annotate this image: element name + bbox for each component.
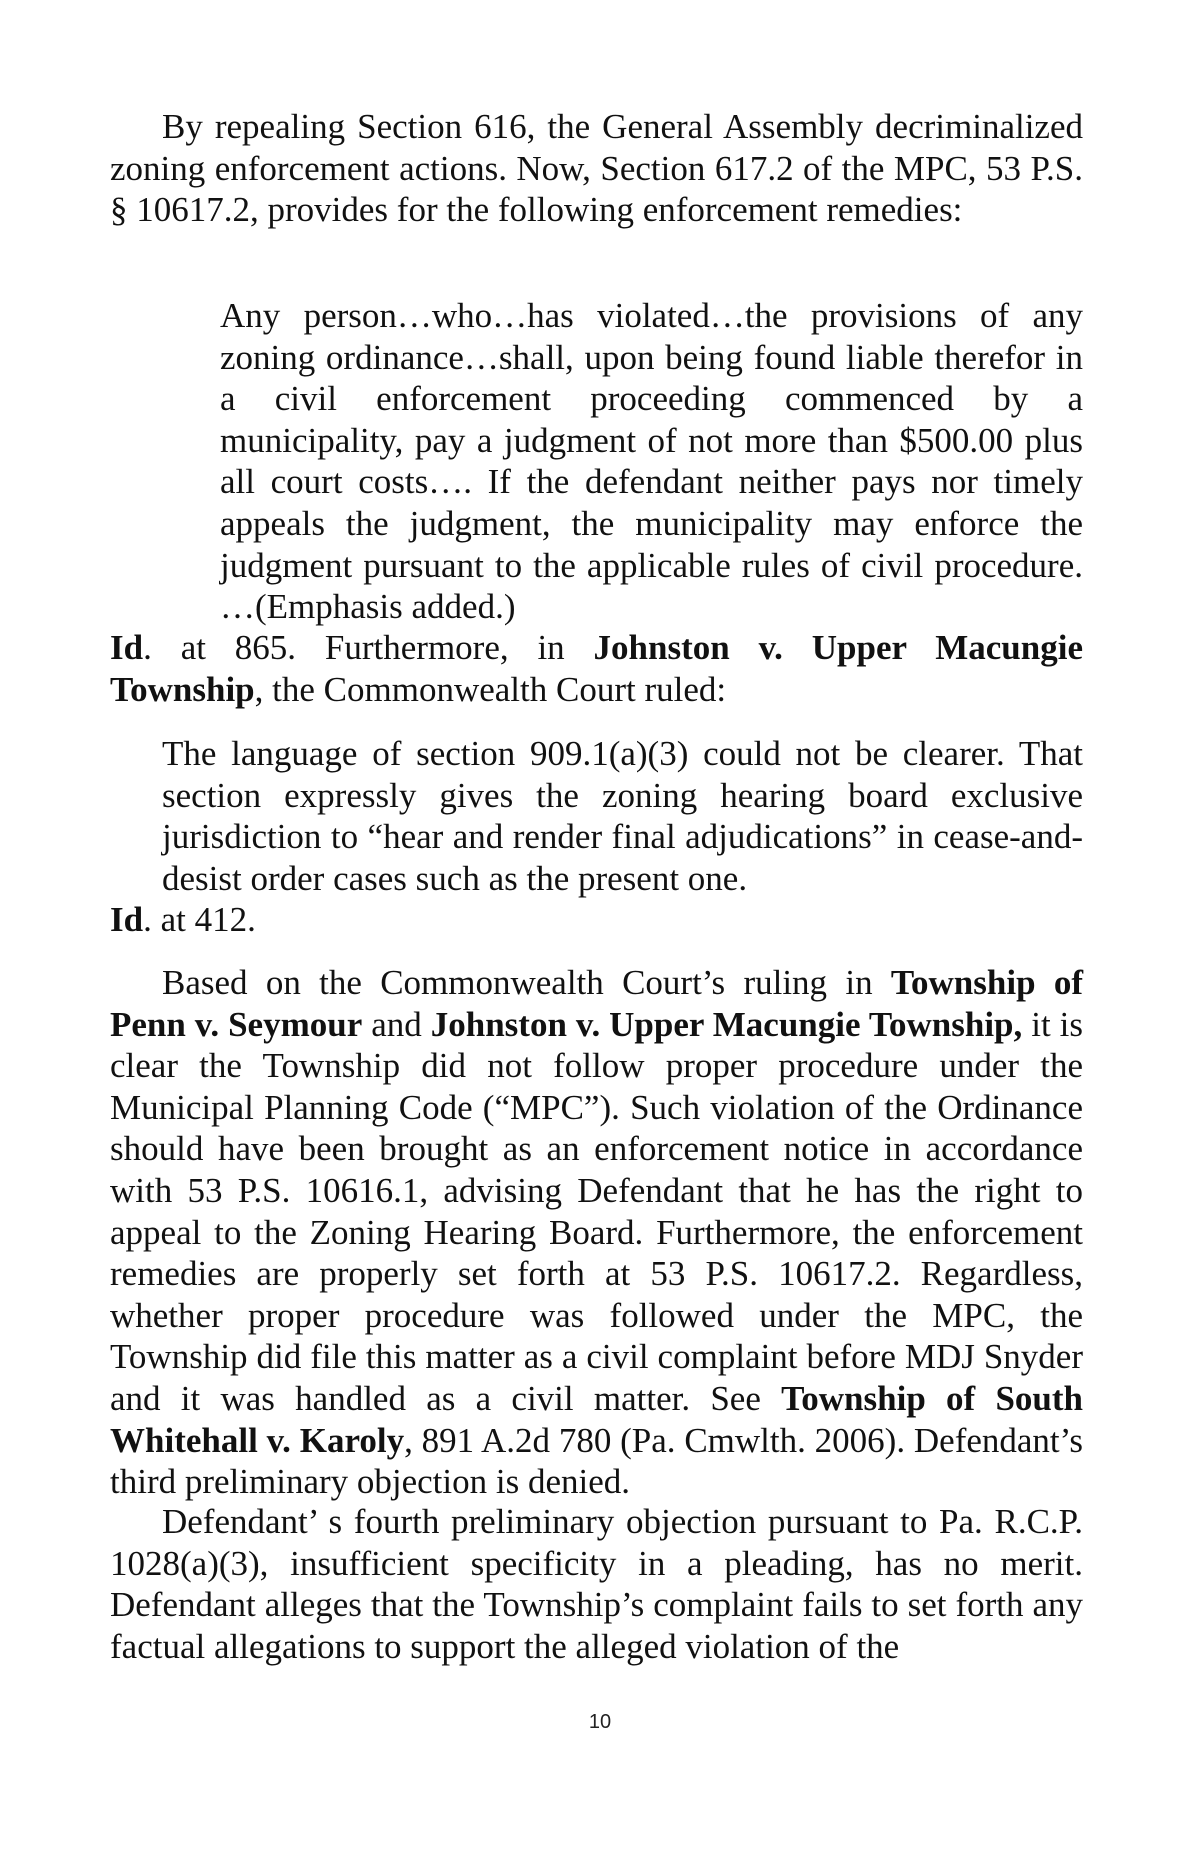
- paragraph-text: [110, 962, 1083, 1503]
- block-quote-section-617: [220, 295, 1083, 628]
- text-segment: . at 865. Furthermore, in: [143, 628, 594, 667]
- text-segment: , 891 A.2d 780 (Pa. Cmwlth. 2006). Defendant’s third preliminary objection is denied.: [110, 1420, 1083, 1502]
- text-segment: , the Commonwealth Court ruled:: [254, 669, 727, 709]
- id-citation: Id: [110, 628, 144, 667]
- paragraph-section-616: [110, 106, 1083, 231]
- paragraph-text: Defendant’ s fourth preliminary objection pursuant to Pa. R.C.P. 1028(a)(3), insufficient specificity in a pleading, has no merit. Defendant alleges that the Township’s complaint fails to set forth any factual allegations to support the alleged violation of the: [110, 1502, 1083, 1666]
- quote-text: Any person…who…has violated…the provisions of any zoning ordinance…shall, upon being found liable therefor in a civil enforcement proceeding commenced by a municipality, pay a judgment of not more than $500.00 plus all court costs…. If the defendant neither pays nor timely appeals the judgment, the municipality may enforce the judgment pursuant to the applicable rules of civil procedure. …(Emphasis added.): [220, 296, 1083, 627]
- paragraph-citation-412: [110, 899, 1083, 941]
- block-quote-section-909: [162, 733, 1083, 899]
- case-name: Township of Penn v. Seymour: [110, 963, 1083, 1044]
- paragraph-text: [110, 899, 1083, 941]
- id-citation: Id: [110, 900, 144, 939]
- paragraph-citation-865: [110, 627, 1083, 710]
- paragraph-text: [110, 627, 1083, 710]
- paragraph-text: By repealing Section 616, the General Assembly decriminalized zoning enforcement actions. Now, Section 617.2 of the MPC, 53 P.S. § 10617.2, provides for the following enforcement remedies:: [110, 107, 1083, 230]
- text-segment: it is clear the Township did not follow proper procedure under the Municipal Planning Code (“MPC”). Such violation of the Ordinance should have been brought as an enforcement notice in accordance with 53 P.S. 10616.1, advising Defendant that he has the right to appeal to the Zoning Hearing Board. Furthermore, the enforcement remedies are properly set forth at 53 P.S. 10617.2. Regardless, whether proper procedure was followed under the MPC, the Township did file this matter as a civil complaint before MDJ Snyder and it was handled as a civil matter. See: [110, 1004, 1083, 1418]
- paragraph-fourth-objection: [110, 1501, 1083, 1667]
- quote-text: The language of section 909.1(a)(3) could not be clearer. That section expressly gives the zoning hearing board exclusive jurisdiction to “hear and render final adjudications” in cease-and-desist order cases such as the present one.: [162, 734, 1083, 898]
- case-name: Johnston v. Upper Macungie Township: [110, 628, 1083, 709]
- text-segment: Based on the Commonwealth Court’s ruling in: [162, 963, 891, 1002]
- paragraph-analysis: [110, 962, 1083, 1503]
- page-number: 10: [588, 1711, 612, 1733]
- case-name: Township of South Whitehall v. Karoly: [110, 1378, 1084, 1460]
- text-segment: . at 412.: [143, 900, 256, 939]
- case-name: Johnston v. Upper Macungie Township,: [430, 1004, 1023, 1044]
- text-segment: and: [362, 1004, 431, 1044]
